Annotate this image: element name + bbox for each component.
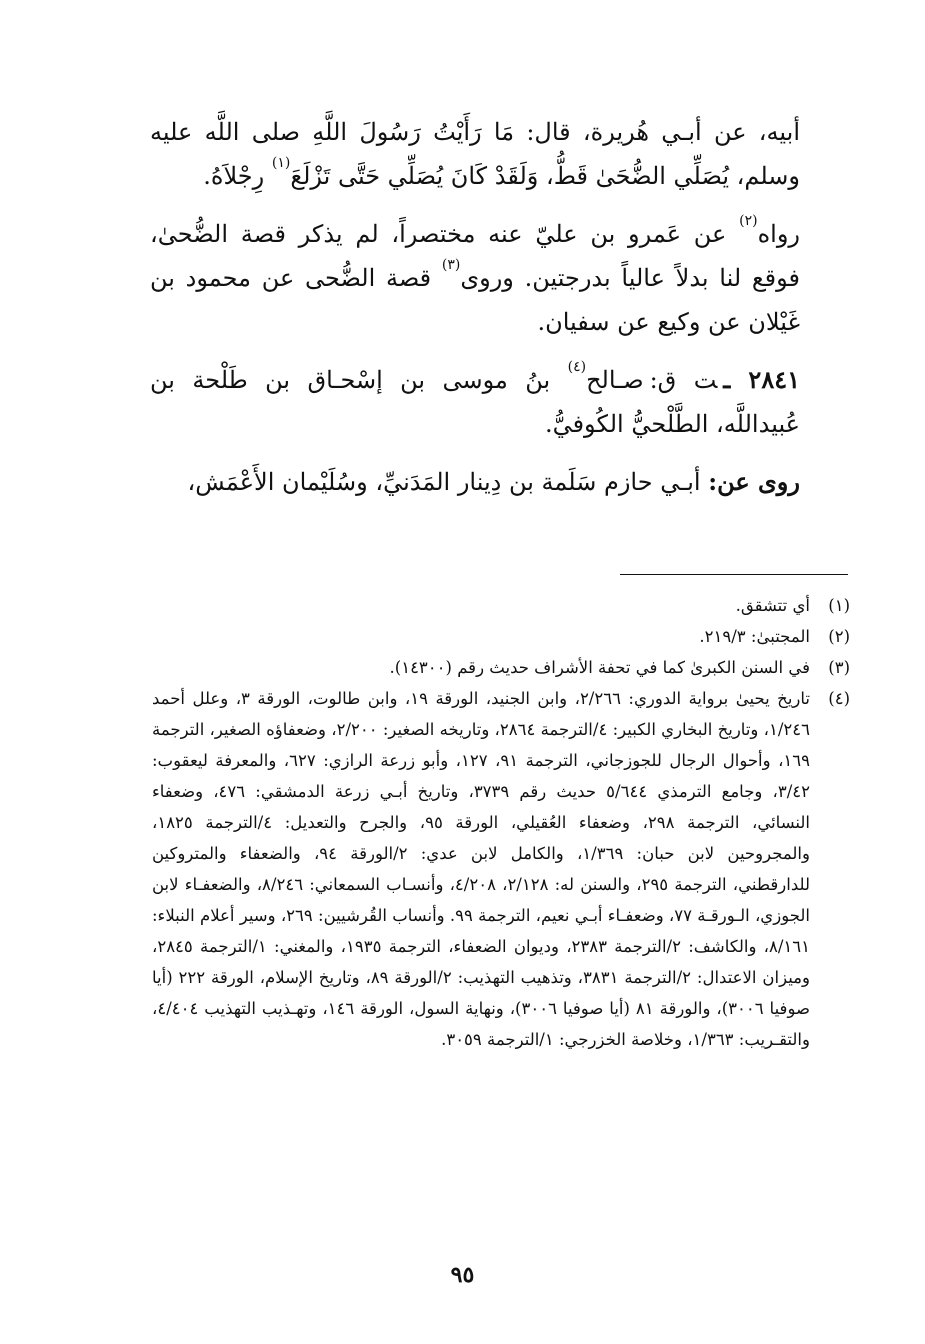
paragraph-hadith [150, 110, 800, 198]
narration-start: رواه [757, 220, 800, 248]
entry-code: ت ق: [649, 366, 718, 394]
footnote-ref-3[interactable]: (٣) [441, 257, 461, 273]
footnote-2 [152, 621, 850, 652]
entry-number: ٢٨٤١ ـ [723, 365, 800, 394]
footnote-text: المجتبىٰ: ٢١٩/٣. [699, 627, 810, 646]
footnote-text: تاريخ يحيىٰ برواية الدوري: ٢/٢٦٦، وابن الجنيد، الورقة ١٩، وابن طالوت، الورقة ٣، وعلل أحمد ١/٢٤٦، وتاريخ البخاري الكبير: ٤/الترجمة ٢٨٦٤، وتاريخه الصغير: ٢/٢٠٠، وضعفاؤه الصغير، الترجمة ١٦٩، وأحوال الرجال للجوزجاني، الترجمة ٩١، ١٢٧، وأبو زرعة الرازي: ٦٢٧، والمعرفة ليعقوب: ٣/٤٢، وجامع الترمذي ٥/٦٤٤ حديث رقم ٣٧٣٩، وتاريخ أبـي زرعة الدمشقي: ٤٧٦، وضعفاء النسائي، الترجمة ٢٩٨، وضعفاء العُقيلي، الورقة ٩٥، والجرح والتعديل: ٤/الترجمة ١٨٢٥، والمجروحين لابن حبان: ١/٣٦٩، والكامل لابن عدي: ٢/الورقة ٩٤، والضعفاء والمتروكين للدارقطني، الترجمة ٢٩٥، والسنن له: ٢/١٢٨، ٤/٢٠٨، وأنسـاب السمعاني: ٨/٢٤٦، والضعفـاء لابن الجوزي، الـورقـة ٧٧، وضعفـاء أبـي نعيم، الترجمة ٩٩. وأنساب القُرشيين: ٢٦٩، وسير أعلام النبلاء: ٨/١٦١، والكاشف: ٢/الترجمة ٢٣٨٣، وديوان الضعفاء، الترجمة ١٩٣٥، والمغني: ١/الترجمة ٢٨٤٥، وميزان الاعتدال: ٢/الترجمة ٣٨٣١، وتذهيب التهذيب: ٢/الورقة ٨٩، وتاريخ الإسلام، الورقة ٢٢٢ (أيا صوفيا ٣٠٠٦)، والورقة ٨١ (أيا صوفيا ٣٠٠٦)، ونهاية السول، الورقة ١٤٦، وتهـذيب التهذيب ٤/٤٠٤، والتقـريب: ١/٣٦٣، وخلاصة الخزرجي: ١/الترجمة ٣٠٥٩. [152, 689, 811, 1049]
footnote-number: (١) [828, 596, 850, 615]
footnote-text: في السنن الكبرىٰ كما في تحفة الأشراف حديث رقم (١٤٣٠٠). [389, 658, 810, 677]
hadith-text: أبيه، عن أبـي هُريرة، قال: مَا رَأَيْتُ رَسُولَ اللَّهِ صلى اللَّه عليه وسلم، يُصَلِّي الضُّحَىٰ قَطُّ، وَلَقَدْ كَانَ يُصَلِّي حَتَّى تَزْلَعَ [150, 118, 800, 190]
main-text [150, 110, 800, 504]
hadith-end: رِجْلاَهُ. [203, 162, 272, 190]
narrates-label: روى عن: [708, 467, 800, 496]
footnote-number: (٤) [828, 689, 850, 708]
footnote-4 [152, 683, 850, 1055]
entry-name-rest: بنُ موسى بن إسْحـاق بن طَلْحة بن عُبيداللَّه، الطَّلْحيُّ الكُوفيُّ. [150, 366, 800, 438]
footnote-text: أي تتشقق. [735, 596, 810, 615]
footnote-number: (٢) [828, 627, 850, 646]
footnote-3 [152, 652, 850, 683]
footnote-1 [152, 590, 850, 621]
footnotes [152, 590, 850, 1055]
entry-name-start: صـالح [586, 366, 644, 394]
footnote-ref-2[interactable]: (٢) [739, 213, 758, 229]
paragraph-narration [150, 212, 800, 344]
narration-end: قصة الضُّحى عن محمود بن غَيْلان عن وكيع عن سفيان. [150, 264, 800, 336]
paragraph-narrates [150, 460, 800, 504]
narration-middle: عن عَمرو بن عليّ عنه مختصراً، لم يذكر قصة الضُّحىٰ، فوقع لنا بدلاً عالياً بدرجتين. وروى [150, 220, 801, 292]
paragraph-entry [150, 358, 800, 446]
footnote-ref-1[interactable]: (١) [271, 155, 291, 171]
narrates-text: أبـي حازم سَلَمة بن دِينار المَدَنيِّ، وسُلَيْمان الأَعْمَش، [187, 468, 709, 496]
footnote-separator [620, 574, 848, 575]
page-number: ٩٥ [450, 1262, 475, 1288]
footnote-number: (٣) [828, 658, 850, 677]
footnote-ref-4[interactable]: (٤) [567, 359, 587, 375]
